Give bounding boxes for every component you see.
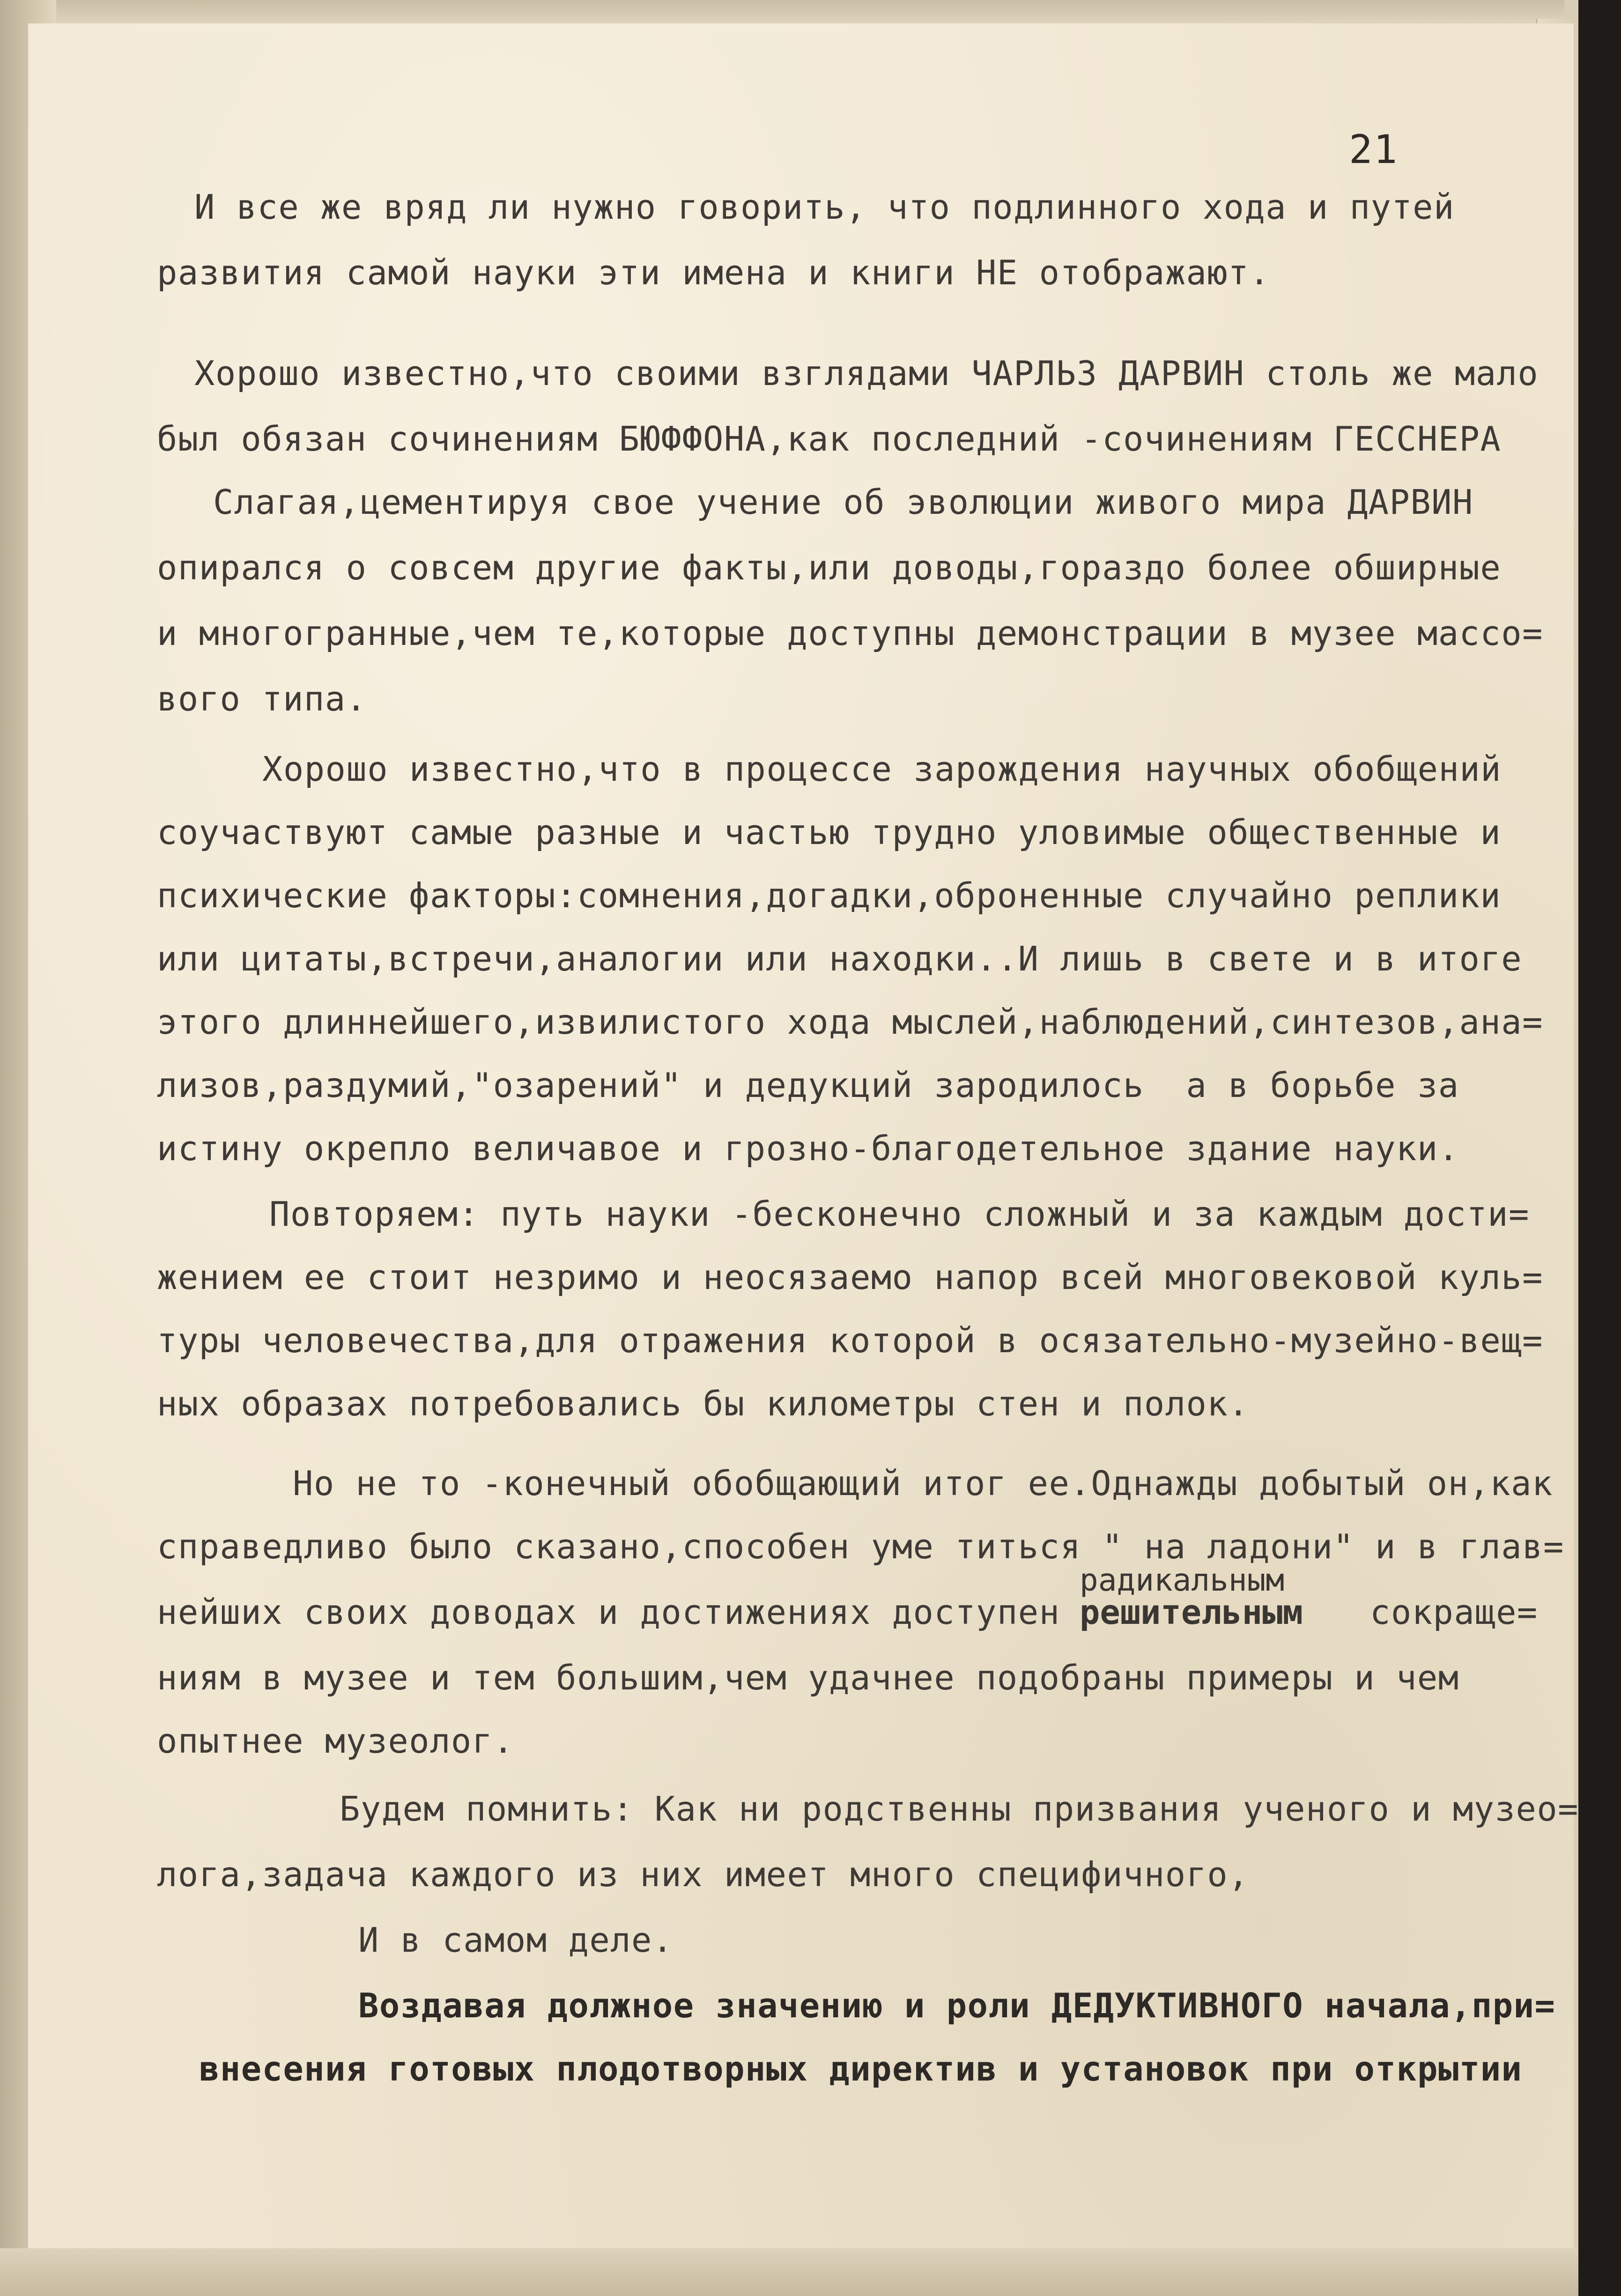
text-line: опытнее музеолог. [157, 1721, 514, 1761]
text-line: Но не то -конечный обобщающий итог ее.Однажды добытый он,как [293, 1464, 1553, 1503]
text-line: Хорошо известно,что своими взглядами ЧАРЛЬЗ ДАРВИН столь же мало [194, 354, 1539, 393]
text-line: истину окрепло величавое и грозно-благодетельное здание науки. [157, 1129, 1459, 1168]
text-line: нейших своих доводах и достижениях доступен [157, 1592, 1060, 1632]
page-number: 21 [1349, 126, 1399, 172]
text-line: ных образах потребовались бы километры стен и полок. [157, 1384, 1250, 1423]
text-line: ниям в музее и тем большим,чем удачнее подобраны примеры и чем [157, 1658, 1459, 1697]
text-line: и многогранные,чем те,которые доступны демонстрации в музее массо= [157, 614, 1543, 653]
text-line: сокраще= [1370, 1592, 1538, 1632]
text-line: этого длиннейшего,извилистого хода мыслей,наблюдений,синтезов,ана= [157, 1002, 1543, 1042]
right-dark-border [1578, 0, 1621, 2296]
text-line: туры человечества,для отражения которой в осязательно-музейно-вещ= [157, 1321, 1543, 1360]
text-line: лога,задача каждого из них имеет много специфичного, [157, 1855, 1250, 1894]
text-line: справедливо было сказано,способен уме титься " на ладони" и в глав= [157, 1527, 1564, 1566]
handwritten-insert: радикальным [1080, 1562, 1285, 1598]
text-line: соучаствуют самые разные и частью трудно уловимые общественные и [157, 813, 1502, 852]
text-line: психические факторы:сомнения,догадки,оброненные случайно реплики [157, 876, 1502, 915]
text-line: Воздавая должное значению и роли ДЕДУКТИВНОГО начала,при= [358, 1986, 1556, 2025]
bottom-edge [0, 2248, 1578, 2296]
struck-word: решительным [1080, 1592, 1303, 1632]
text-line: Слагая,цементируя свое учение об эволюции живого мира ДАРВИН [213, 482, 1473, 522]
text-line: Хорошо известно,что в процессе зарождения научных обобщений [262, 749, 1502, 789]
text-line: вого типа. [157, 679, 367, 718]
text-line: И в самом деле. [358, 1920, 674, 1960]
text-line: опирался о совсем другие факты,или доводы,гораздо более обширные [157, 548, 1502, 587]
text-line: или цитаты,встречи,аналогии или находки..И лишь в свете и в итоге [157, 939, 1523, 978]
text-line: Повторяем: путь науки -бесконечно сложный и за каждым дости= [269, 1194, 1530, 1234]
text-line: И все же вряд ли нужно говорить, что подлинного хода и путей [194, 187, 1455, 227]
text-line: лизов,раздумий,"озарений" и дедукций зародилось а в борьбе за [157, 1066, 1459, 1105]
text-line: жением ее стоит незримо и неосязаемо напор всей многовековой куль= [157, 1258, 1543, 1297]
text-line: был обязан сочинениям БЮФФОНА,как последний -сочинениям ГЕССНЕРА [157, 419, 1502, 459]
text-line: Будем помнить: Как ни родственны призвания ученого и музео= [340, 1789, 1579, 1829]
text-line: развития самой науки эти имена и книги НЕ отображают. [157, 253, 1270, 292]
text-line: внесения готовых плодотворных директив и установок при открытии [199, 2049, 1523, 2089]
